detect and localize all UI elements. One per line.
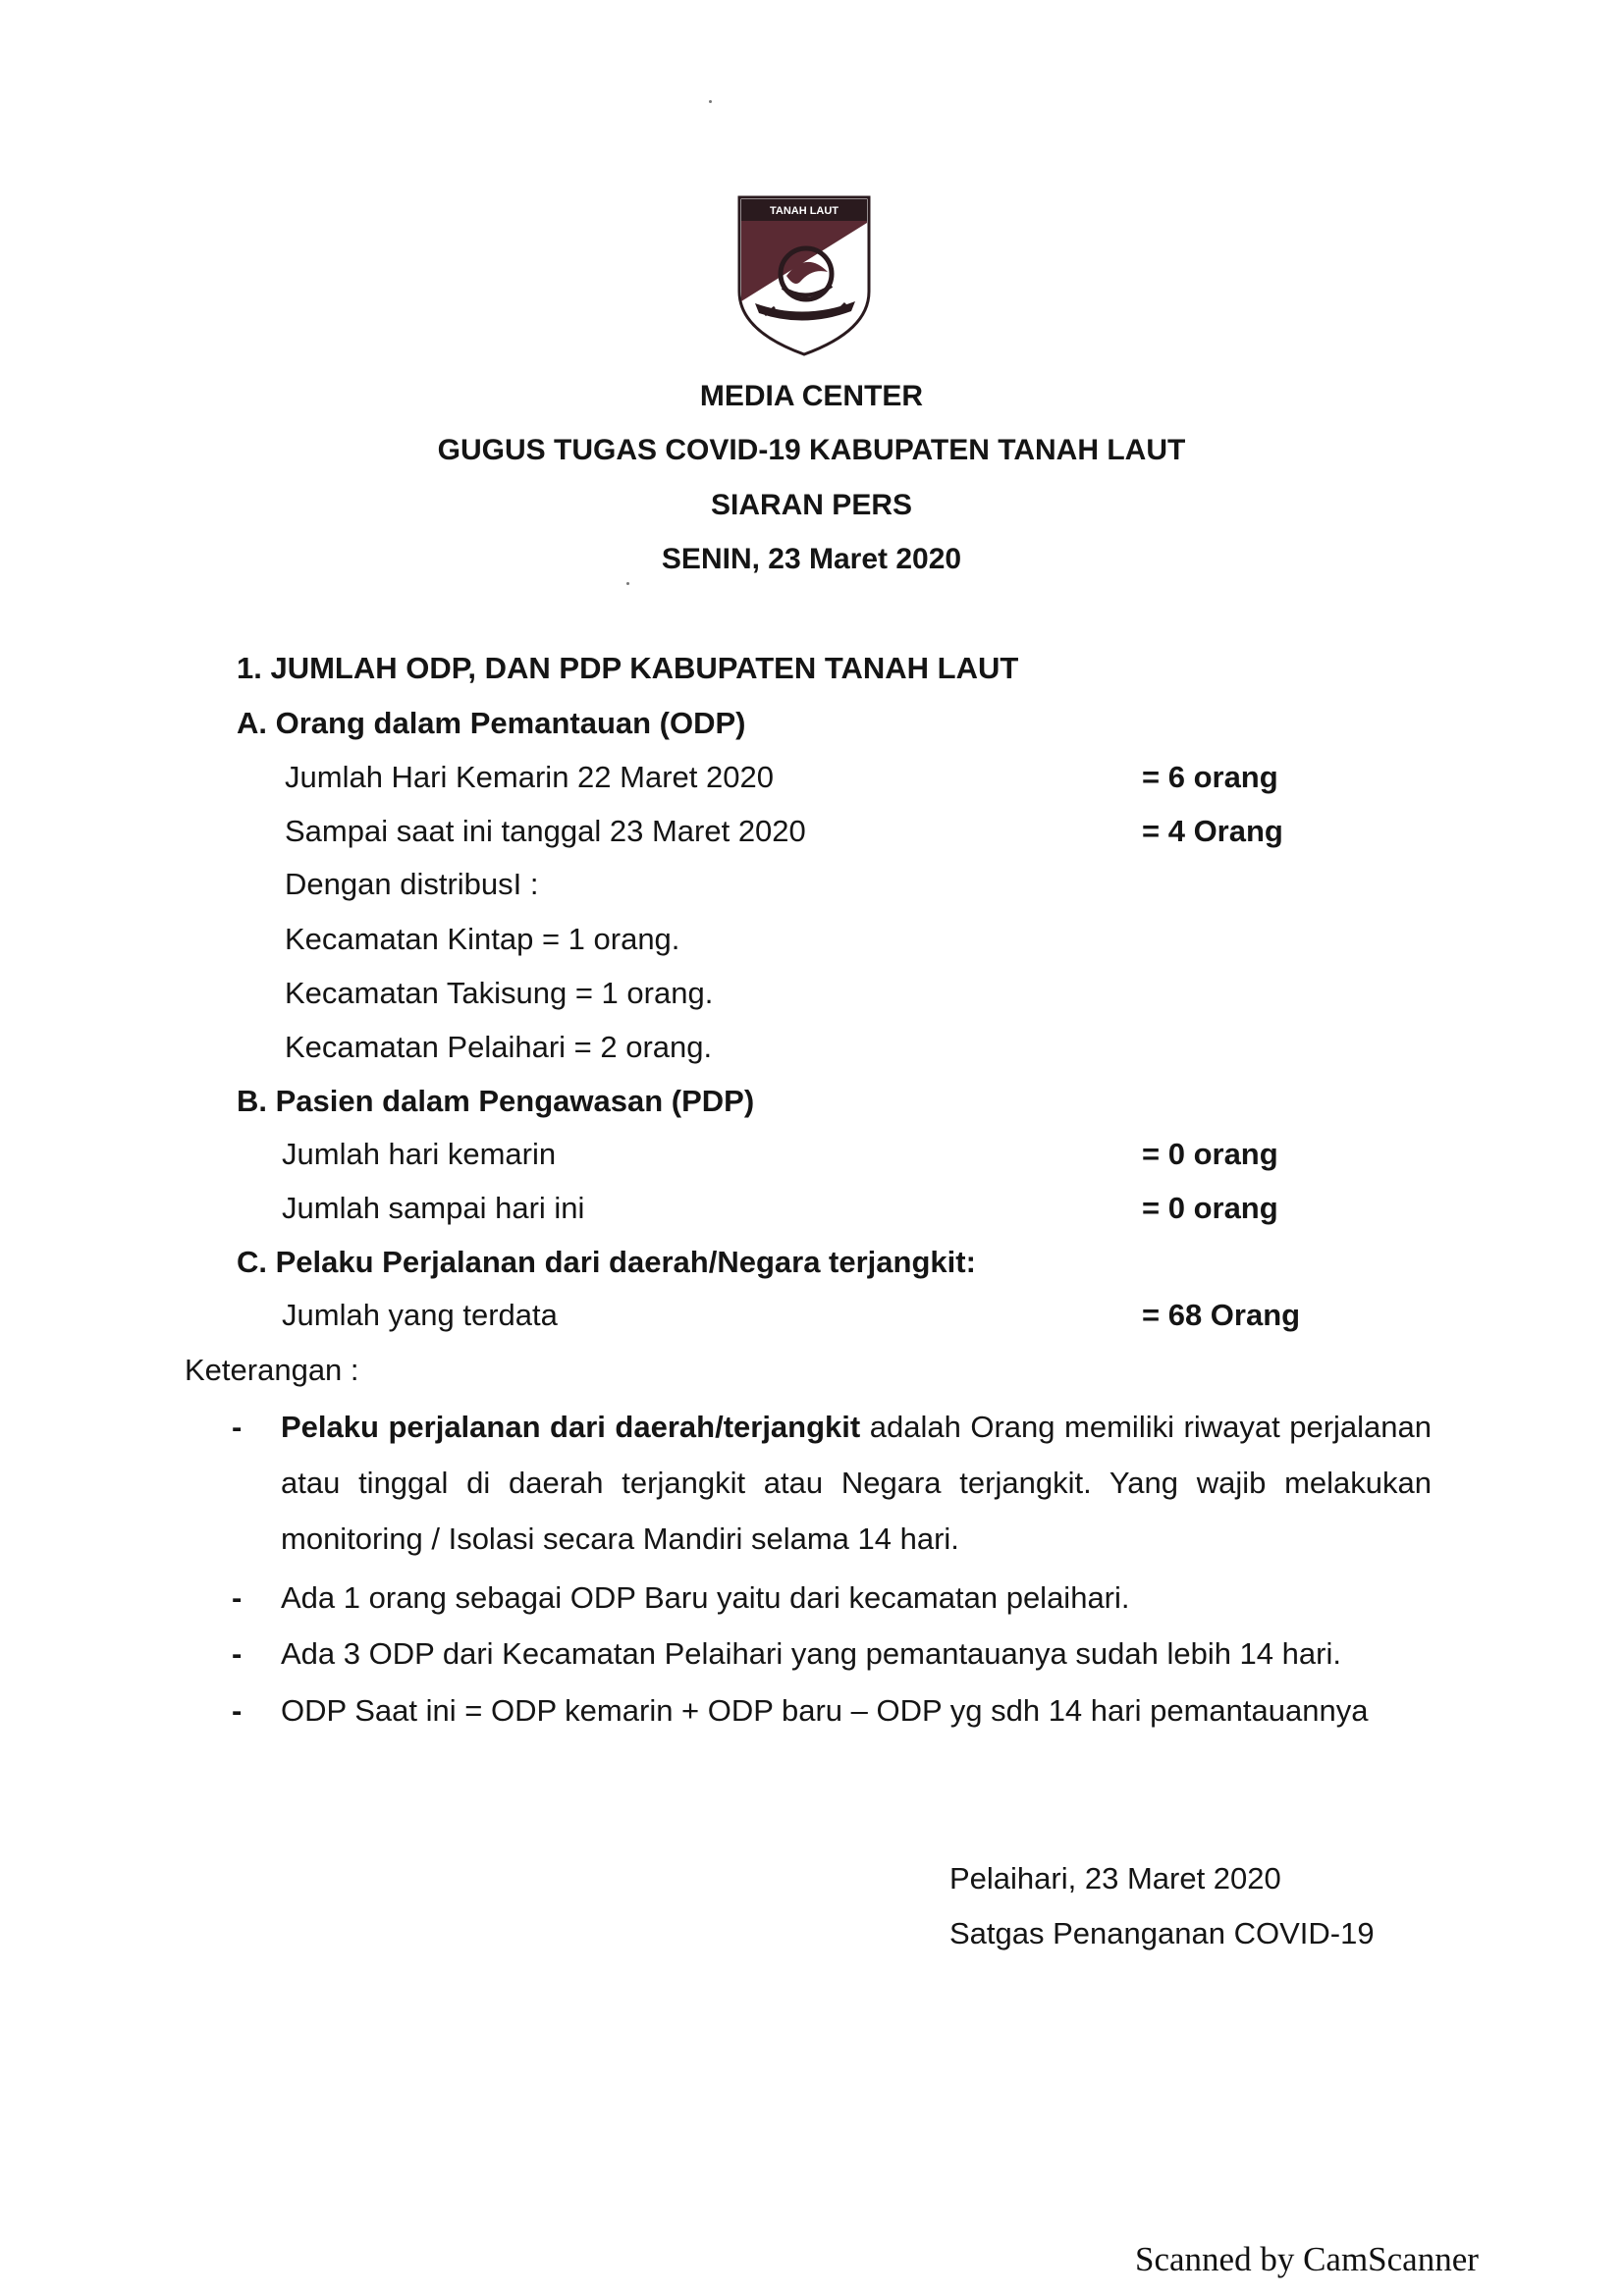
coat-of-arms-icon <box>735 193 873 358</box>
distribution-kintap: Kecamatan Kintap = 1 orang. <box>285 922 680 956</box>
section-a-title: A. Orang dalam Pemantauan (ODP) <box>237 706 746 740</box>
task-force-title: GUGUS TUGAS COVID-19 KABUPATEN TANAH LAUT <box>437 434 1186 466</box>
travelers-value: = 68 Orang <box>1142 1298 1301 1332</box>
section-1-title: 1. JUMLAH ODP, DAN PDP KABUPATEN TANAH LAUT <box>237 651 1019 685</box>
scan-speck <box>626 582 629 585</box>
section-b-title: B. Pasien dalam Pengawasan (PDP) <box>237 1084 755 1118</box>
note-traveler-definition <box>281 1399 1432 1567</box>
press-date: SENIN, 23 Maret 2020 <box>661 543 962 575</box>
note-bullet: - <box>232 1410 243 1444</box>
note-new-odp: Ada 1 orang sebagai ODP Baru yaitu dari kecamatan pelaihari. <box>281 1580 1130 1615</box>
scan-speck <box>709 100 712 103</box>
section-c-title: C. Pelaku Perjalanan dari daerah/Negara terjangkit: <box>237 1245 976 1279</box>
signature-org: Satgas Penanganan COVID-19 <box>949 1916 1375 1950</box>
note-bullet: - <box>232 1580 243 1615</box>
odp-yesterday-value: = 6 orang <box>1142 760 1278 794</box>
odp-today-label: Sampai saat ini tanggal 23 Maret 2020 <box>285 814 806 848</box>
camscanner-footer: Scanned by CamScanner <box>1135 2240 1479 2278</box>
distribution-pelaihari: Kecamatan Pelaihari = 2 orang. <box>285 1030 713 1064</box>
pdp-yesterday-label: Jumlah hari kemarin <box>282 1137 557 1171</box>
pdp-today-label: Jumlah sampai hari ini <box>282 1191 585 1225</box>
keterangan-label: Keterangan : <box>185 1353 359 1387</box>
note-text: adalah Orang memiliki riwayat perjalanan atau tinggal di daerah terjangkit atau Negara terjangkit. Yang wajib melakukan monitoring / Isolasi secara Mandiri selama 14 hari. <box>281 1410 1432 1556</box>
signature-place-date: Pelaihari, 23 Maret 2020 <box>949 1861 1281 1896</box>
note-formula: ODP Saat ini = ODP kemarin + ODP baru – ODP yg sdh 14 hari pemantauannya <box>281 1693 1369 1728</box>
note-bullet: - <box>232 1636 243 1671</box>
note-bold-term: Pelaku perjalanan dari daerah/terjangkit <box>281 1410 861 1444</box>
note-bullet: - <box>232 1693 243 1728</box>
pdp-yesterday-value: = 0 orang <box>1142 1137 1278 1171</box>
distribution-takisung: Kecamatan Takisung = 1 orang. <box>285 976 714 1010</box>
distribution-label: Dengan distribusI : <box>285 867 539 901</box>
pdp-today-value: = 0 orang <box>1142 1191 1278 1225</box>
tanah-laut-logo <box>735 193 873 358</box>
odp-yesterday-label: Jumlah Hari Kemarin 22 Maret 2020 <box>285 760 774 794</box>
note-completed-odp: Ada 3 ODP dari Kecamatan Pelaihari yang pemantauanya sudah lebih 14 hari. <box>281 1636 1341 1671</box>
press-release-title: SIARAN PERS <box>710 489 913 521</box>
media-center-title: MEDIA CENTER <box>699 380 924 412</box>
odp-today-value: = 4 Orang <box>1142 814 1283 848</box>
travelers-label: Jumlah yang terdata <box>282 1298 558 1332</box>
logo-text: TANAH LAUT <box>769 205 839 217</box>
